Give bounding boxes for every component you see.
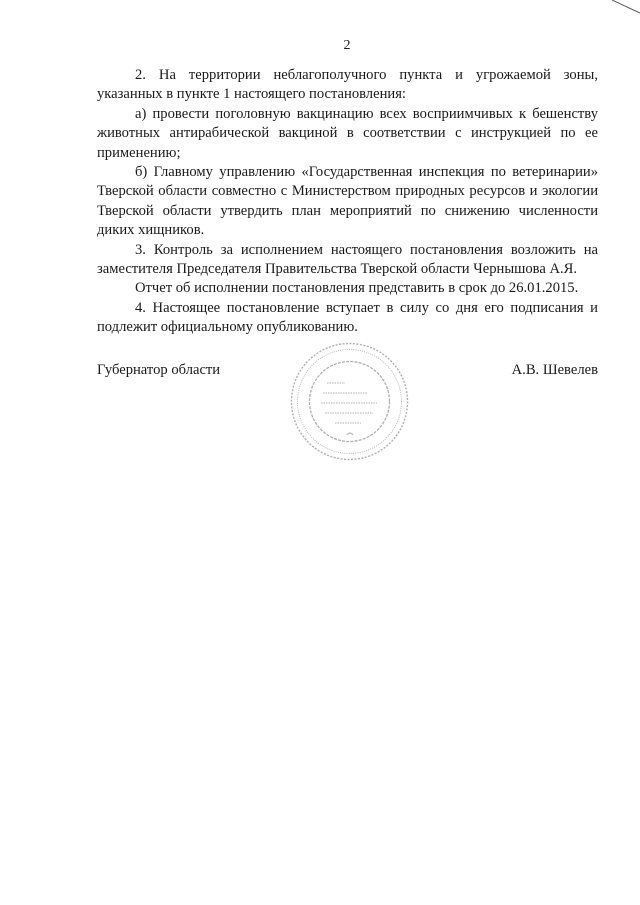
official-seal-stamp	[287, 339, 412, 464]
paragraph-2a: а) провести поголовную вакцинацию всех восприимчивых к бешенству животных антирабической вакциной в соответствии с инструкцией по ее применению;	[97, 105, 598, 161]
page-number: 2	[343, 38, 351, 53]
signatory-name: А.В. Шевелев	[511, 362, 598, 378]
paragraph-2: 2. На территории неблагополучного пункта и угрожаемой зоны, указанных в пункте 1 настоящего постановления:	[97, 67, 598, 103]
paragraph-4: 4. Настоящее постановление вступает в силу со дня его подписания и подлежит официальному опубликованию.	[97, 299, 598, 336]
signatory-position: Губернатор области	[97, 362, 221, 378]
document-body	[97, 66, 598, 338]
scan-corner-mark	[612, 0, 640, 14]
paragraph-report: Отчет об исполнении постановления представить в срок до 26.01.2015.	[135, 280, 579, 297]
paragraph-2b: б) Главному управлению «Государственная инспекция по ветеринарии» Тверской области совместно с Министерством природных ресурсов и экологии Тверской области утвердить план мероприятий по снижению численности диких хищников.	[97, 164, 598, 239]
paragraph-3: 3. Контроль за исполнением настоящего постановления возложить на заместителя Председателя Правительства Тверской области Чернышова А.Я.	[97, 241, 598, 278]
